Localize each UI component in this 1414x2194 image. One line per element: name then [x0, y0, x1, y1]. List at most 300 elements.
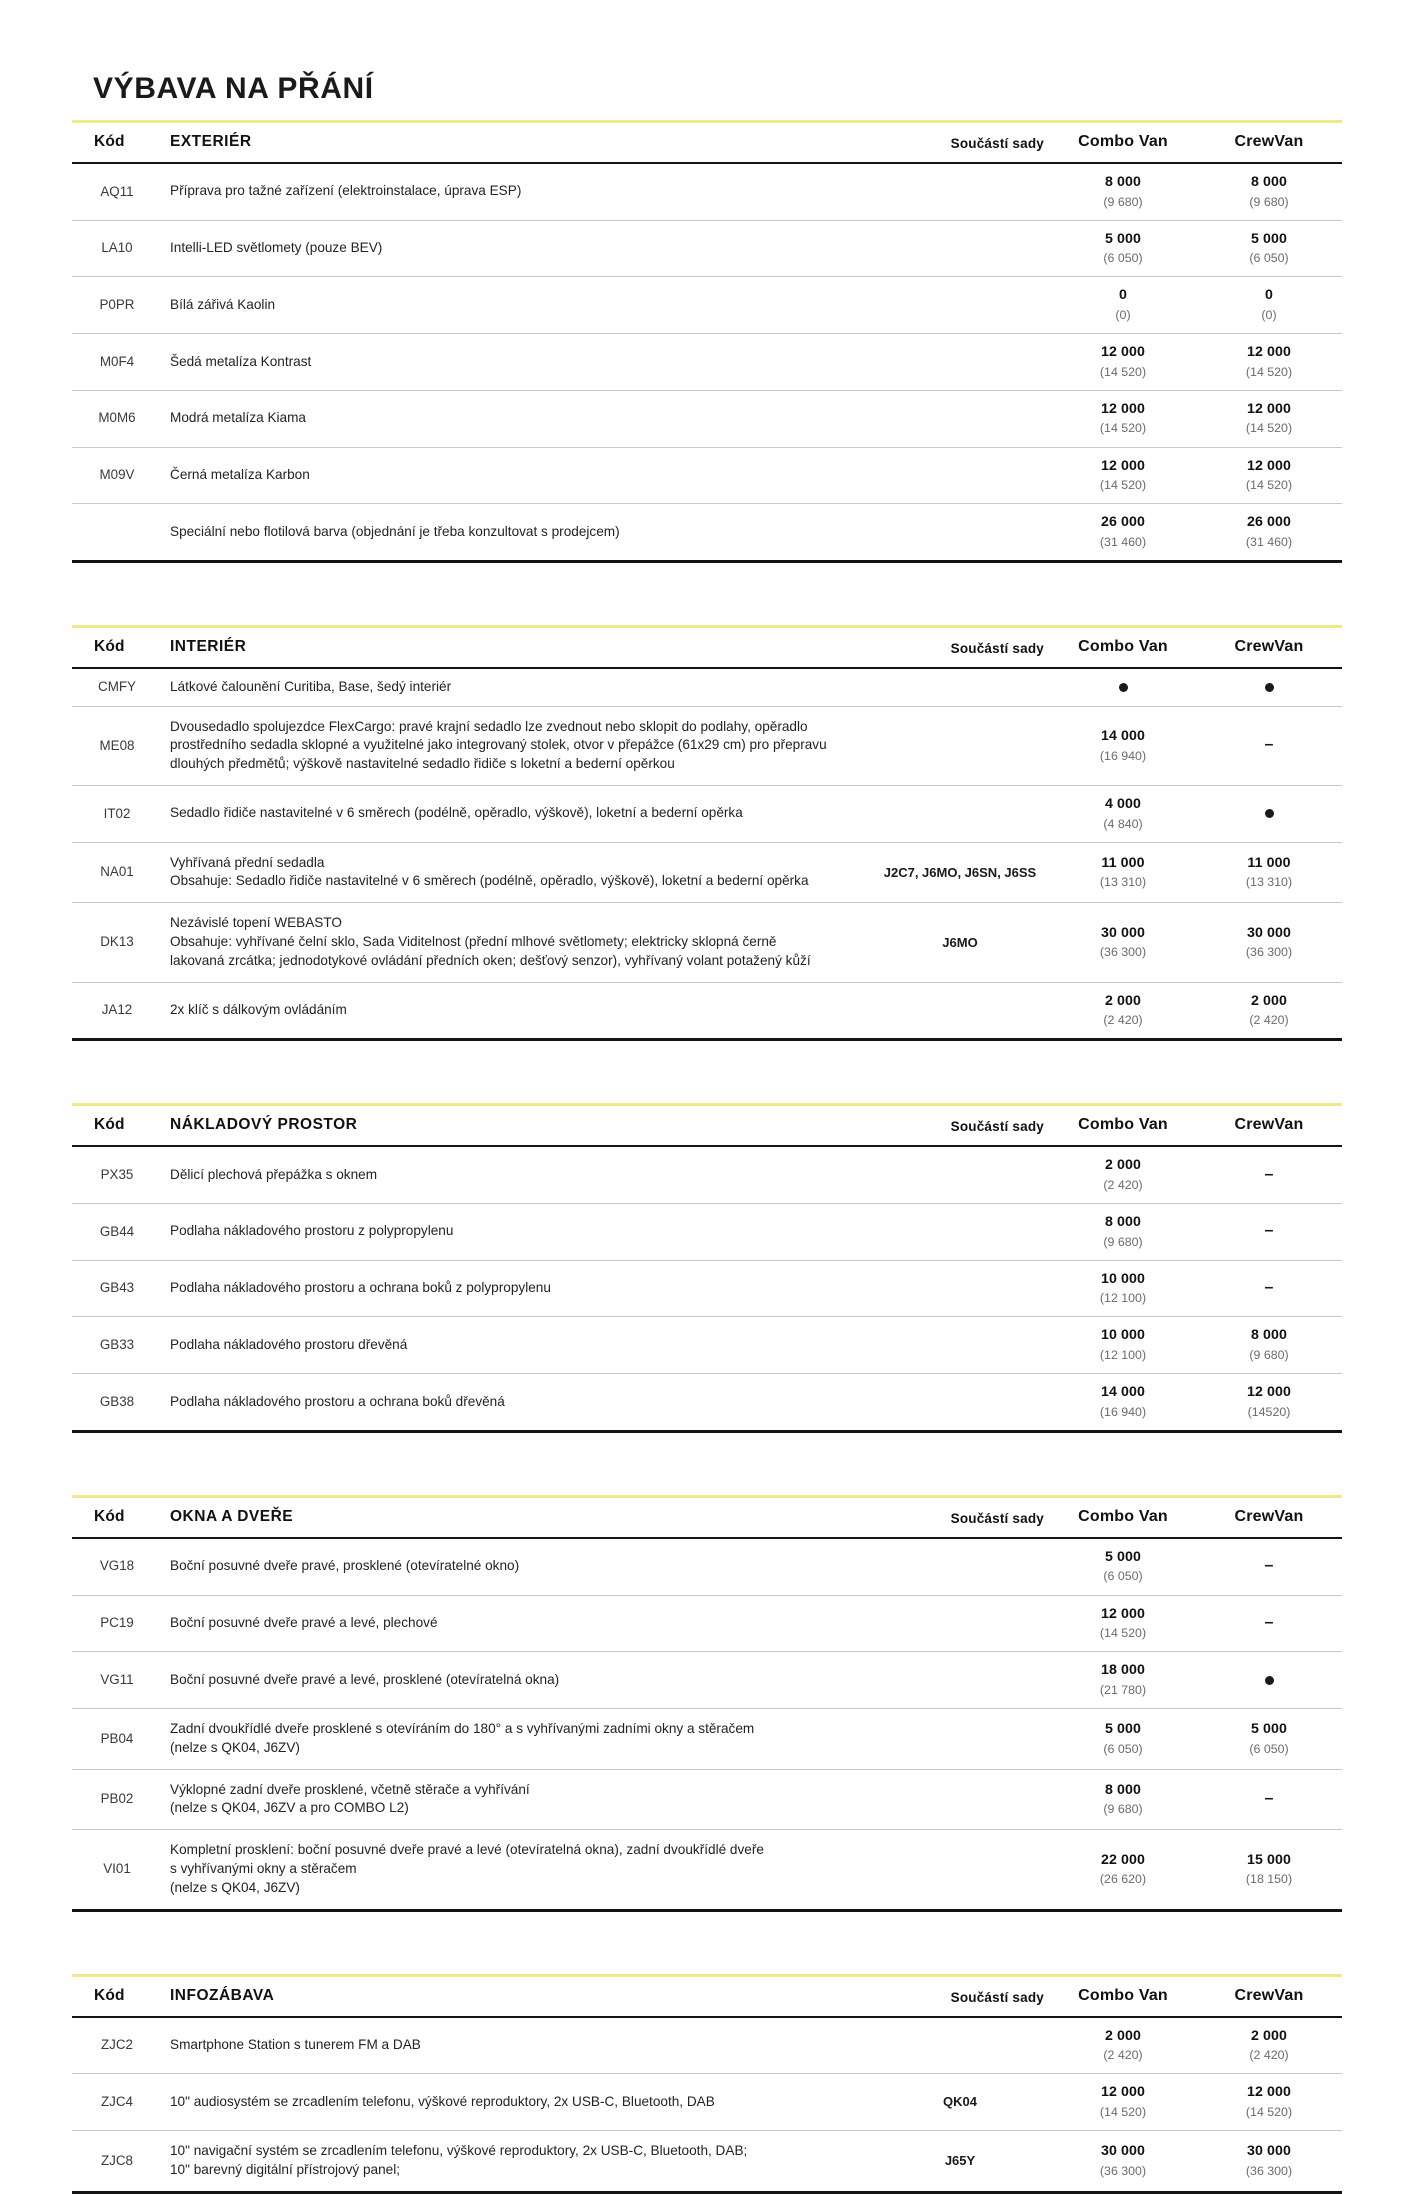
table-row — [72, 1595, 1342, 1652]
table-row — [72, 163, 1342, 220]
options-table — [72, 1977, 1342, 2194]
price-combo-van — [1050, 2017, 1196, 2074]
price-combo-van — [1050, 903, 1196, 982]
table-row — [72, 1146, 1342, 1203]
option-code: VG11 — [72, 1652, 158, 1709]
column-header-code: Kód — [72, 628, 158, 668]
column-header-category: INFOZÁBAVA — [158, 1977, 870, 2017]
column-header-crewvan: CrewVan — [1196, 1106, 1342, 1146]
price-combo-van — [1050, 668, 1196, 706]
column-header-part-of-pack: Součástí sady — [870, 628, 1050, 668]
option-description — [158, 785, 870, 842]
table-row — [72, 1538, 1342, 1595]
price-without-vat: 18 000 — [1101, 1662, 1145, 1679]
price-with-vat: (13 310) — [1245, 875, 1293, 890]
option-description-line: Látkové čalounění Curitiba, Base, šedý interiér — [170, 678, 452, 694]
price-with-vat: (9 680) — [1249, 1347, 1289, 1362]
price-combo-van — [1050, 1203, 1196, 1260]
standard-equipment-dot-icon — [1119, 683, 1128, 692]
table-row — [72, 1830, 1342, 1910]
table-header-row — [72, 1977, 1342, 2017]
options-table — [72, 123, 1342, 563]
option-pack-codes — [870, 1374, 1050, 1432]
price-without-vat: 2 000 — [1104, 2027, 1141, 2044]
option-code: GB38 — [72, 1374, 158, 1432]
option-description — [158, 1374, 870, 1432]
price-with-vat: (36 300) — [1099, 945, 1147, 960]
option-description-line: (nelze s QK04, J6ZV) — [170, 1739, 300, 1755]
option-description-line: Podlaha nákladového prostoru z polypropylenu — [170, 1223, 454, 1239]
option-description-line: Boční posuvné dveře pravé a levé, plechové — [170, 1614, 438, 1630]
price-with-vat: (9 680) — [1103, 1802, 1143, 1817]
price-with-vat: (9 680) — [1249, 194, 1289, 209]
option-description-line: Dělicí plechová přepážka s oknem — [170, 1166, 378, 1182]
options-table-section — [72, 1103, 1342, 1433]
price-without-vat: 5 000 — [1104, 1548, 1141, 1565]
option-description-line: 10" audiosystém se zrcadlením telefonu, výškové reproduktory, 2x USB-C, Bluetooth, DAB — [170, 2093, 715, 2109]
price-crewvan — [1196, 1708, 1342, 1769]
column-header-combo-van: Combo Van — [1050, 1106, 1196, 1146]
option-description — [158, 2074, 870, 2131]
price-with-vat: (14 520) — [1245, 478, 1293, 493]
option-description — [158, 1538, 870, 1595]
option-pack-codes: QK04 — [870, 2074, 1050, 2131]
price-without-vat: 12 000 — [1101, 457, 1145, 474]
option-description-line: Podlaha nákladového prostoru dřevěná — [170, 1336, 408, 1352]
price-combo-van — [1050, 1830, 1196, 1910]
option-pack-codes — [870, 220, 1050, 277]
options-table-section — [72, 625, 1342, 1041]
column-header-category: NÁKLADOVÝ PROSTOR — [158, 1106, 870, 1146]
price-crewvan — [1196, 1769, 1342, 1830]
option-description-line: Modrá metalíza Kiama — [170, 410, 306, 426]
not-available-dash-icon: – — [1264, 1222, 1274, 1240]
option-pack-codes — [870, 390, 1050, 447]
price-with-vat: (14 520) — [1245, 421, 1293, 436]
column-header-part-of-pack: Součástí sady — [870, 123, 1050, 163]
price-without-vat: 8 000 — [1250, 174, 1287, 190]
column-header-combo-van: Combo Van — [1050, 628, 1196, 668]
price-crewvan — [1196, 1146, 1342, 1203]
table-row — [72, 1652, 1342, 1709]
option-code: JA12 — [72, 982, 158, 1040]
price-without-vat: 8 000 — [1104, 174, 1141, 190]
price-without-vat: 30 000 — [1247, 2142, 1291, 2159]
table-row — [72, 1317, 1342, 1374]
column-header-code: Kód — [72, 1498, 158, 1538]
price-without-vat: 12 000 — [1101, 400, 1145, 417]
column-header-combo-van: Combo Van — [1050, 1977, 1196, 2017]
price-with-vat: (16 940) — [1099, 748, 1147, 763]
price-with-vat: (36 300) — [1099, 2163, 1147, 2178]
option-description-line: dlouhých předmětů; výškově nastavitelné sedadlo řidiče s loketní a bederní opěrkou — [170, 756, 675, 772]
option-pack-codes — [870, 1317, 1050, 1374]
price-with-vat: (6 050) — [1249, 251, 1289, 266]
price-with-vat: (16 940) — [1099, 1404, 1147, 1419]
table-row — [72, 2130, 1342, 2192]
price-without-vat: 22 000 — [1101, 1851, 1145, 1868]
option-code: GB44 — [72, 1203, 158, 1260]
price-without-vat: 12 000 — [1247, 457, 1291, 474]
option-pack-codes — [870, 1538, 1050, 1595]
price-crewvan — [1196, 1595, 1342, 1652]
option-code: LA10 — [72, 220, 158, 277]
option-description-line: Obsahuje: vyhřívané čelní sklo, Sada Viditelnost (přední mlhové světlomety; elektricky sklopná černě — [170, 934, 777, 950]
option-description-line: Zadní dvoukřídlé dveře prosklené s otevíráním do 180° a s vyhřívanými zadními okny a stěračem — [170, 1721, 755, 1736]
tables-container — [72, 120, 1342, 2194]
option-description — [158, 277, 870, 334]
price-without-vat: 8 000 — [1104, 1213, 1141, 1230]
option-description — [158, 668, 870, 706]
option-code: GB33 — [72, 1317, 158, 1374]
table-header-row — [72, 1498, 1342, 1538]
option-pack-codes — [870, 334, 1050, 391]
price-without-vat: 12 000 — [1247, 2084, 1291, 2101]
price-with-vat: (12 100) — [1099, 1291, 1147, 1306]
column-header-part-of-pack: Součástí sady — [870, 1106, 1050, 1146]
price-crewvan — [1196, 163, 1342, 220]
option-description-line: 10" navigační systém se zrcadlením telefonu, výškové reproduktory, 2x USB-C, Bluetooth, DAB; — [170, 2143, 748, 2159]
price-crewvan — [1196, 334, 1342, 391]
option-description-line: Podlaha nákladového prostoru a ochrana boků z polypropylenu — [170, 1280, 551, 1296]
option-code: IT02 — [72, 785, 158, 842]
price-without-vat: 4 000 — [1104, 795, 1141, 812]
column-header-crewvan: CrewVan — [1196, 628, 1342, 668]
price-with-vat: (0) — [1115, 308, 1131, 322]
price-without-vat: 14 000 — [1101, 1384, 1145, 1401]
price-without-vat: 5 000 — [1250, 230, 1287, 247]
column-header-crewvan: CrewVan — [1196, 123, 1342, 163]
price-without-vat: 11 000 — [1101, 854, 1145, 871]
option-pack-codes — [870, 706, 1050, 785]
price-with-vat: (14 520) — [1099, 364, 1147, 379]
column-header-combo-van: Combo Van — [1050, 1498, 1196, 1538]
not-available-dash-icon: – — [1264, 1613, 1274, 1631]
column-header-category: EXTERIÉR — [158, 123, 870, 163]
option-description — [158, 1595, 870, 1652]
standard-equipment-dot-icon — [1265, 683, 1274, 692]
price-with-vat: (18 150) — [1245, 1872, 1293, 1887]
not-available-dash-icon: – — [1264, 1279, 1274, 1297]
option-description-line: Výklopné zadní dveře prosklené, včetně stěrače a vyhřívání — [170, 1781, 530, 1797]
price-without-vat: 15 000 — [1247, 1851, 1291, 1868]
price-without-vat: 12 000 — [1101, 2084, 1145, 2101]
price-crewvan — [1196, 447, 1342, 504]
table-row — [72, 390, 1342, 447]
option-description — [158, 1260, 870, 1317]
price-combo-van — [1050, 504, 1196, 562]
price-combo-van — [1050, 220, 1196, 277]
price-without-vat: 11 000 — [1247, 854, 1291, 871]
table-header-row — [72, 628, 1342, 668]
option-code: AQ11 — [72, 163, 158, 220]
option-description — [158, 1203, 870, 1260]
price-with-vat: (14 520) — [1099, 421, 1147, 436]
price-without-vat: 0 — [1119, 287, 1127, 304]
price-combo-van — [1050, 1260, 1196, 1317]
option-description — [158, 2130, 870, 2192]
price-with-vat: (31 460) — [1245, 534, 1293, 549]
price-without-vat: 10 000 — [1101, 1270, 1145, 1287]
price-crewvan — [1196, 706, 1342, 785]
price-with-vat: (6 050) — [1103, 1741, 1143, 1756]
price-with-vat: (14 520) — [1099, 478, 1147, 493]
price-without-vat: 0 — [1265, 287, 1273, 304]
table-row — [72, 1260, 1342, 1317]
price-crewvan — [1196, 842, 1342, 903]
price-crewvan — [1196, 504, 1342, 562]
option-code: NA01 — [72, 842, 158, 903]
price-crewvan — [1196, 2017, 1342, 2074]
price-without-vat: 5 000 — [1104, 1720, 1141, 1737]
price-with-vat: (2 420) — [1103, 1177, 1143, 1192]
price-with-vat: (2 420) — [1103, 2048, 1143, 2063]
option-code: DK13 — [72, 903, 158, 982]
option-code: M09V — [72, 447, 158, 504]
option-description-line: Speciální nebo flotilová barva (objednání je třeba konzultovat s prodejcem) — [170, 523, 620, 539]
option-pack-codes — [870, 1146, 1050, 1203]
option-description — [158, 1769, 870, 1830]
option-description-line: (nelze s QK04, J6ZV a pro COMBO L2) — [170, 1800, 409, 1816]
price-with-vat: (2 420) — [1249, 2048, 1289, 2063]
price-combo-van — [1050, 390, 1196, 447]
price-combo-van — [1050, 447, 1196, 504]
table-row — [72, 706, 1342, 785]
option-description-line: Dvousedadlo spolujezdce FlexCargo: pravé krajní sedadlo lze zvednout nebo sklopit do podlahy, opěradlo — [170, 718, 808, 734]
table-row — [72, 220, 1342, 277]
price-with-vat: (14 520) — [1099, 2104, 1147, 2119]
option-code — [72, 504, 158, 562]
table-row — [72, 2017, 1342, 2074]
price-with-vat: (9 680) — [1103, 194, 1143, 209]
price-without-vat: 30 000 — [1101, 924, 1145, 941]
price-with-vat: (2 420) — [1103, 1013, 1143, 1028]
option-description-line: Obsahuje: Sedadlo řidiče nastavitelné v 6 směrech (podélně, opěradlo, výškově), loketní a bederní opěrka — [170, 873, 809, 889]
option-description-line: Sedadlo řidiče nastavitelné v 6 směrech (podélně, opěradlo, výškově), loketní a bederní opěrka — [170, 805, 743, 821]
price-without-vat: 12 000 — [1101, 1605, 1145, 1622]
option-pack-codes: J6MO — [870, 903, 1050, 982]
option-description — [158, 390, 870, 447]
price-crewvan — [1196, 982, 1342, 1040]
option-code: VI01 — [72, 1830, 158, 1910]
option-code: ME08 — [72, 706, 158, 785]
price-with-vat: (0) — [1261, 308, 1277, 322]
table-row — [72, 447, 1342, 504]
option-description-line: Podlaha nákladového prostoru a ochrana boků dřevěná — [170, 1393, 505, 1409]
price-crewvan — [1196, 1652, 1342, 1709]
price-crewvan — [1196, 277, 1342, 334]
price-combo-van — [1050, 2074, 1196, 2131]
column-header-part-of-pack: Součástí sady — [870, 1977, 1050, 2017]
option-pack-codes — [870, 1203, 1050, 1260]
option-description — [158, 1146, 870, 1203]
column-header-category: OKNA A DVEŘE — [158, 1498, 870, 1538]
price-combo-van — [1050, 1769, 1196, 1830]
option-description-line: Vyhřívaná přední sedadla — [170, 854, 325, 870]
price-with-vat: (4 840) — [1103, 816, 1143, 831]
option-description-line: prostředního sedadla sklopné a využitelné jako integrovaný stolek, otvor v přepážce (61x29 cm) pro přepravu — [170, 737, 827, 753]
option-description-line: Nezávislé topení WEBASTO — [170, 915, 343, 931]
price-without-vat: 12 000 — [1247, 400, 1291, 417]
option-pack-codes — [870, 1769, 1050, 1830]
price-combo-van — [1050, 1652, 1196, 1709]
table-row — [72, 277, 1342, 334]
price-without-vat: 30 000 — [1101, 2142, 1145, 2159]
price-crewvan — [1196, 668, 1342, 706]
table-row — [72, 903, 1342, 982]
options-table-section — [72, 120, 1342, 563]
table-row — [72, 1708, 1342, 1769]
option-description — [158, 1830, 870, 1910]
option-description — [158, 706, 870, 785]
price-without-vat: 2 000 — [1250, 992, 1287, 1009]
option-code: ZJC4 — [72, 2074, 158, 2131]
option-description — [158, 903, 870, 982]
option-pack-codes — [870, 1595, 1050, 1652]
table-row — [72, 2074, 1342, 2131]
option-pack-codes — [870, 2017, 1050, 2074]
option-description-line: (nelze s QK04, J6ZV) — [170, 1879, 300, 1895]
table-row — [72, 982, 1342, 1040]
price-combo-van — [1050, 277, 1196, 334]
option-description-line: Boční posuvné dveře pravé a levé, prosklené (otevíratelná okna) — [170, 1671, 560, 1687]
price-crewvan — [1196, 1538, 1342, 1595]
option-description-line: Černá metalíza Karbon — [170, 466, 310, 482]
price-without-vat: 26 000 — [1101, 514, 1145, 531]
price-with-vat: (9 680) — [1103, 1234, 1143, 1249]
price-crewvan — [1196, 1260, 1342, 1317]
table-row — [72, 334, 1342, 391]
column-header-part-of-pack: Součástí sady — [870, 1498, 1050, 1538]
option-code: CMFY — [72, 668, 158, 706]
price-with-vat: (14 520) — [1245, 364, 1293, 379]
price-crewvan — [1196, 785, 1342, 842]
option-pack-codes — [870, 668, 1050, 706]
option-code: VG18 — [72, 1538, 158, 1595]
option-description — [158, 2017, 870, 2074]
price-with-vat: (26 620) — [1099, 1872, 1147, 1887]
price-with-vat: (21 780) — [1099, 1682, 1147, 1697]
option-code: M0F4 — [72, 334, 158, 391]
price-combo-van — [1050, 1317, 1196, 1374]
option-description-line: 2x klíč s dálkovým ovládáním — [170, 1002, 347, 1018]
column-header-combo-van: Combo Van — [1050, 123, 1196, 163]
price-without-vat: 30 000 — [1247, 924, 1291, 941]
option-description — [158, 842, 870, 903]
table-row — [72, 1203, 1342, 1260]
price-crewvan — [1196, 1317, 1342, 1374]
price-combo-van — [1050, 842, 1196, 903]
option-pack-codes — [870, 982, 1050, 1040]
option-description-line: s vyhřívanými okny a stěračem — [170, 1861, 357, 1877]
column-header-crewvan: CrewVan — [1196, 1977, 1342, 2017]
option-description-line: Smartphone Station s tunerem FM a DAB — [170, 2037, 421, 2053]
option-description-line: lakovaná zrcátka; jednodotykové ovládání předních oken; dešťový senzor), vyhřívaný volant potažený kůží — [170, 952, 811, 968]
price-combo-van — [1050, 1595, 1196, 1652]
page-title: VÝBAVA NA PŘÁNÍ — [93, 72, 374, 105]
price-crewvan — [1196, 2074, 1342, 2131]
option-description-line: Bílá zářivá Kaolin — [170, 296, 276, 312]
price-combo-van — [1050, 1708, 1196, 1769]
price-without-vat: 5 000 — [1104, 230, 1141, 247]
price-with-vat: (36 300) — [1245, 2163, 1293, 2178]
price-combo-van — [1050, 1146, 1196, 1203]
price-combo-van — [1050, 2130, 1196, 2192]
option-code: PC19 — [72, 1595, 158, 1652]
price-without-vat: 8 000 — [1104, 1781, 1141, 1798]
table-row — [72, 1769, 1342, 1830]
table-row — [72, 1374, 1342, 1432]
option-code: PX35 — [72, 1146, 158, 1203]
price-without-vat: 14 000 — [1101, 727, 1145, 744]
price-without-vat: 12 000 — [1101, 344, 1145, 361]
table-row — [72, 504, 1342, 562]
option-code: GB43 — [72, 1260, 158, 1317]
price-without-vat: 12 000 — [1247, 1384, 1291, 1401]
price-crewvan — [1196, 903, 1342, 982]
option-description — [158, 1708, 870, 1769]
price-combo-van — [1050, 163, 1196, 220]
price-with-vat: (14 520) — [1245, 2104, 1293, 2119]
price-with-vat: (6 050) — [1249, 1741, 1289, 1756]
option-code: PB02 — [72, 1769, 158, 1830]
price-combo-van — [1050, 706, 1196, 785]
column-header-category: INTERIÉR — [158, 628, 870, 668]
price-with-vat: (14520) — [1247, 1404, 1291, 1419]
column-header-code: Kód — [72, 1106, 158, 1146]
option-description-line: Kompletní prosklení: boční posuvné dveře pravé a levé (otevíratelná okna), zadní dvoukřídlé dveře — [170, 1842, 764, 1858]
price-with-vat: (31 460) — [1099, 534, 1147, 549]
option-pack-codes — [870, 277, 1050, 334]
option-description — [158, 1652, 870, 1709]
price-with-vat: (13 310) — [1099, 875, 1147, 890]
option-description-line: Příprava pro tažné zařízení (elektroinstalace, úprava ESP) — [170, 183, 522, 199]
option-code: M0M6 — [72, 390, 158, 447]
option-pack-codes — [870, 447, 1050, 504]
price-with-vat: (6 050) — [1103, 1569, 1143, 1584]
option-description — [158, 220, 870, 277]
table-header-row — [72, 123, 1342, 163]
option-pack-codes — [870, 1652, 1050, 1709]
option-pack-codes — [870, 1830, 1050, 1910]
price-with-vat: (12 100) — [1099, 1347, 1147, 1362]
option-description — [158, 1317, 870, 1374]
options-table-section — [72, 1974, 1342, 2194]
not-available-dash-icon: – — [1264, 1165, 1274, 1183]
options-table-section — [72, 1495, 1342, 1912]
options-table — [72, 1106, 1342, 1433]
price-without-vat: 8 000 — [1250, 1327, 1287, 1344]
price-crewvan — [1196, 1203, 1342, 1260]
page-content — [72, 0, 1342, 2194]
column-header-code: Kód — [72, 123, 158, 163]
price-combo-van — [1050, 785, 1196, 842]
option-code: PB04 — [72, 1708, 158, 1769]
price-without-vat: 2 000 — [1104, 1157, 1141, 1174]
option-pack-codes — [870, 785, 1050, 842]
price-crewvan — [1196, 1374, 1342, 1432]
price-combo-van — [1050, 1538, 1196, 1595]
price-without-vat: 10 000 — [1101, 1327, 1145, 1344]
option-pack-codes — [870, 504, 1050, 562]
options-table — [72, 628, 1342, 1041]
price-without-vat: 5 000 — [1250, 1720, 1287, 1737]
price-with-vat: (2 420) — [1249, 1013, 1289, 1028]
price-with-vat: (6 050) — [1103, 251, 1143, 266]
column-header-code: Kód — [72, 1977, 158, 2017]
price-combo-van — [1050, 982, 1196, 1040]
price-without-vat: 2 000 — [1104, 992, 1141, 1009]
